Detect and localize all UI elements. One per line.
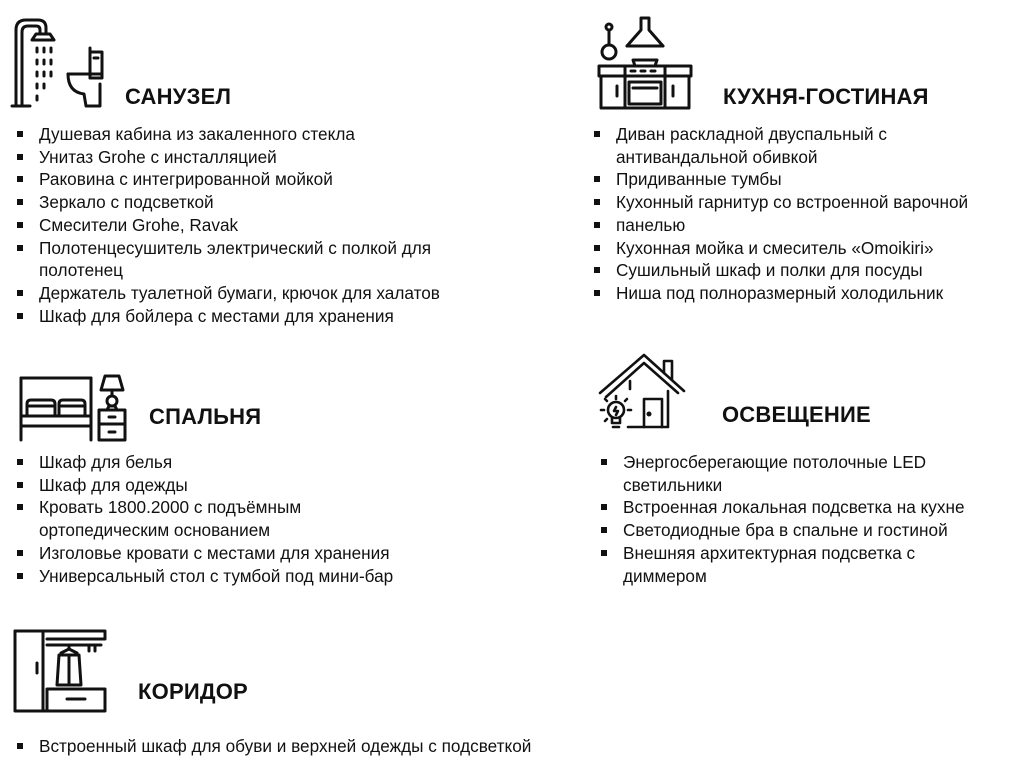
list-item: Встроенный шкаф для обуви и верхней одежды с подсветкой [15, 735, 715, 758]
shower-toilet-icon [10, 14, 106, 110]
list-item: Держатель туалетной бумаги, крючок для халатов [15, 282, 535, 305]
section-title: КОРИДОР [138, 679, 248, 704]
section-title: СПАЛЬНЯ [149, 404, 262, 429]
item-list [15, 123, 535, 327]
list-item: Придиванные тумбы [592, 168, 1022, 191]
item-list [599, 451, 1019, 587]
section-title: ОСВЕЩЕНИЕ [722, 402, 871, 427]
list-item: Изголовье кровати с местами для хранения [15, 542, 535, 565]
wardrobe-icon [13, 629, 109, 713]
list-item: Светодиодные бра в спальне и гостиной [599, 519, 1019, 542]
list-item: Универсальный стол с тумбой под мини-бар [15, 565, 535, 588]
item-list [592, 123, 1022, 305]
item-list [15, 451, 535, 587]
list-item: Шкаф для белья [15, 451, 535, 474]
house-lightbulb-icon [598, 353, 690, 431]
item-list [15, 735, 715, 758]
list-item: Кровать 1800.2000 с подъёмным ортопедическим основанием [15, 496, 535, 541]
list-item: Ниша под полноразмерный холодильник [592, 282, 1022, 305]
list-item: Душевая кабина из закаленного стекла [15, 123, 535, 146]
list-item: Шкаф для одежды [15, 474, 535, 497]
list-item: Энергосберегающие потолочные LED светильники [599, 451, 1019, 496]
list-item: Раковина с интегрированной мойкой [15, 168, 535, 191]
list-item: Шкаф для бойлера с местами для хранения [15, 305, 535, 328]
section-title: САНУЗЕЛ [125, 84, 232, 109]
list-item: Унитаз Grohe с инсталляцией [15, 146, 535, 169]
list-item: Встроенная локальная подсветка на кухне [599, 496, 1019, 519]
list-item: Кухонный гарнитур со встроенной варочной [592, 191, 1022, 214]
list-item: Полотенцесушитель электрический с полкой для полотенец [15, 237, 535, 282]
list-item: Зеркало с подсветкой [15, 191, 535, 214]
list-item: Смесители Grohe, Ravak [15, 214, 535, 237]
list-item: Кухонная мойка и смеситель «Omoikiri» [592, 237, 1022, 260]
list-item: панелью [592, 214, 1022, 237]
kitchen-stove-hood-icon [597, 16, 693, 110]
list-item: Сушильный шкаф и полки для посуды [592, 259, 1022, 282]
bed-nightstand-icon [17, 374, 131, 444]
list-item: Внешняя архитектурная подсветка с диммером [599, 542, 1019, 587]
section-title: КУХНЯ-ГОСТИНАЯ [723, 84, 929, 109]
list-item: Диван раскладной двуспальный с антивандальной обивкой [592, 123, 1022, 168]
